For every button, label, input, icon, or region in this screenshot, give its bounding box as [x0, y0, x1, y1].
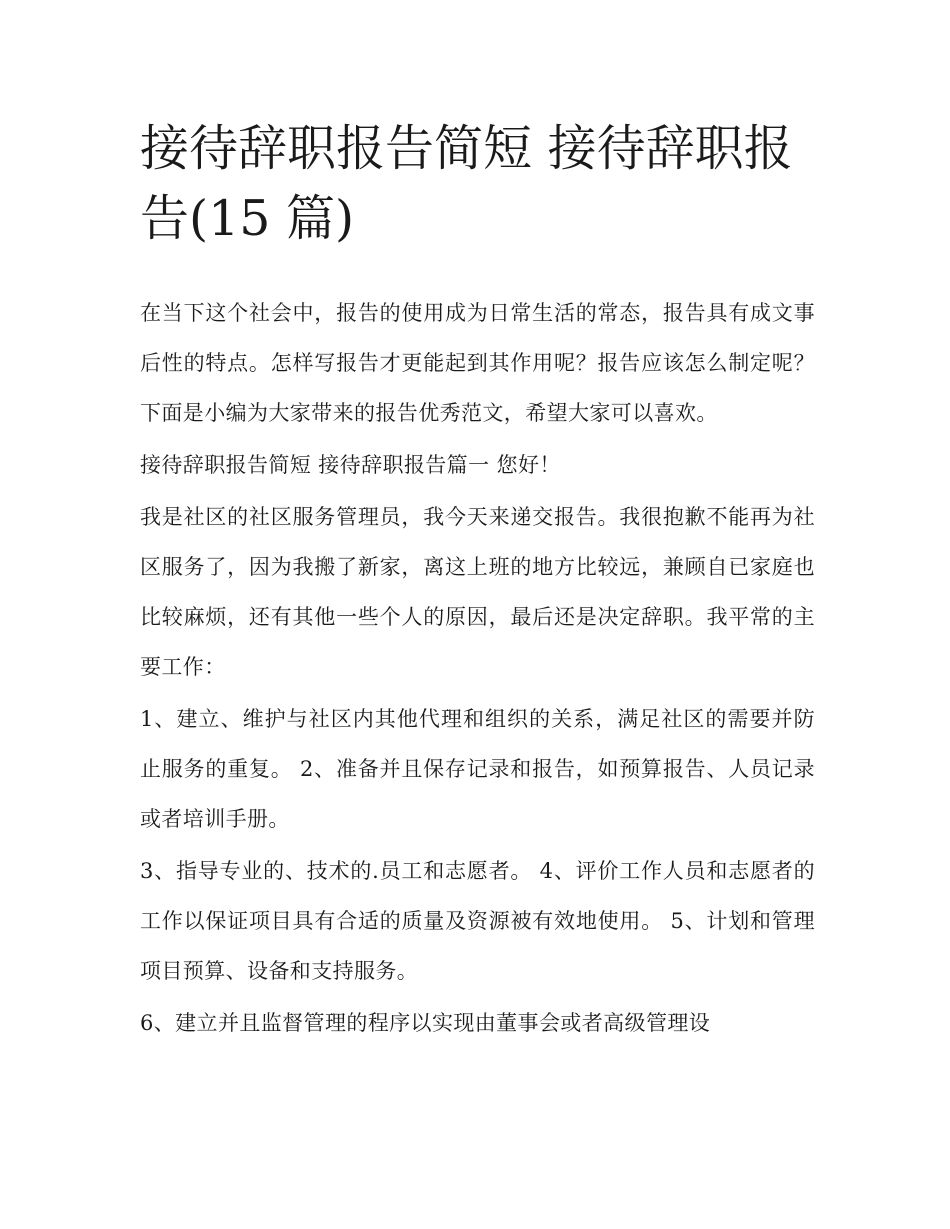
document-body	[140, 288, 815, 1048]
paragraph-intro: 在当下这个社会中，报告的使用成为日常生活的常态，报告具有成文事后性的特点。怎样写报告才更能起到其作用呢？报告应该怎么制定呢？下面是小编为大家带来的报告优秀范文，希望大家可以喜欢。	[140, 301, 815, 425]
document-title: 接待辞职报告简短 接待辞职报告(15 篇)	[140, 120, 793, 247]
paragraph-resignation-reason: 我是社区的社区服务管理员，我今天来递交报告。我很抱歉不能再为社区服务了，因为我搬了新家，离这上班的地方比较远，兼顾自已家庭也比较麻烦，还有其他一些个人的原因，最后还是决定辞职。我平常的主要工作：	[140, 505, 815, 679]
paragraph-duties-6: 6、建立并且监督管理的程序以实现由董事会或者高级管理设	[140, 1011, 711, 1035]
paragraph-duties-3-5: 3、指导专业的、技术的.员工和志愿者。 4、评价工作人员和志愿者的工作以保证项目具有合适的质量及资源被有效地使用。 5、计划和管理项目预算、设备和支持服务。	[140, 859, 815, 983]
paragraph-duties-1-2: 1、建立、维护与社区内其他代理和组织的关系，满足社区的需要并防止服务的重复。 2、准备并且保存记录和报告，如预算报告、人员记录或者培训手册。	[140, 707, 815, 831]
document-page	[140, 114, 815, 1050]
paragraph-heading-greeting: 接待辞职报告简短 接待辞职报告篇一 您好！	[140, 453, 561, 477]
